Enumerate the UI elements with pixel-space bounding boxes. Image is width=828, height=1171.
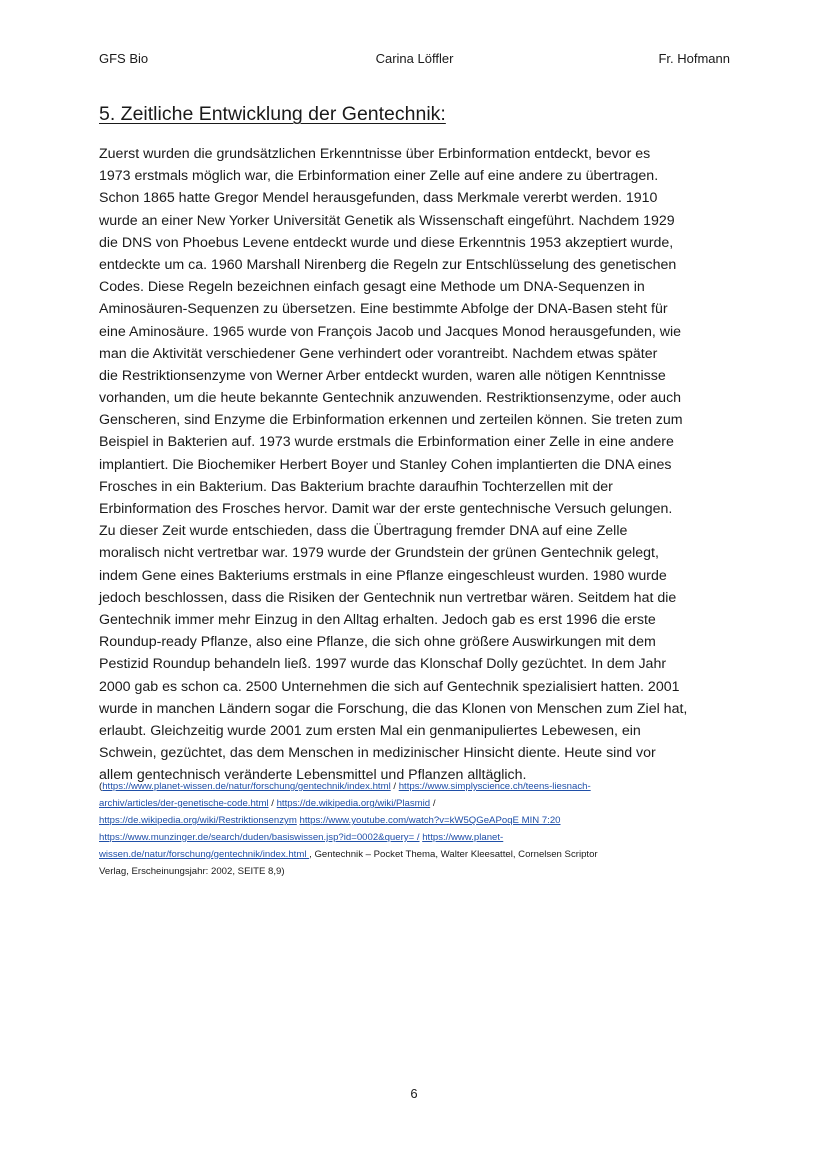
section-title: 5. Zeitliche Entwicklung der Gentechnik:	[99, 103, 446, 125]
reference-line	[99, 812, 739, 829]
reference-line	[99, 846, 739, 863]
body-line: die Restriktionsenzyme von Werner Arber entdeckt wurden, waren alle nötigen Kenntnisse	[99, 367, 666, 384]
header-teacher: Fr. Hofmann	[658, 51, 730, 66]
body-line: man die Aktivität verschiedener Gene verhindert oder vorantreibt. Nachdem etwas später	[99, 345, 658, 362]
reference-line	[99, 829, 739, 846]
reference-link-wikipedia-restriktionsenzym[interactable]: https://de.wikipedia.org/wiki/Restriktionsenzym	[99, 815, 297, 826]
body-line: wurde an einer New Yorker Universität Genetik als Wissenschaft eingeführt. Nachdem 1929	[99, 212, 675, 229]
reference-book-citation: , Gentechnik – Pocket Thema, Walter Kleesattel, Cornelsen Scriptor	[309, 849, 598, 860]
body-line: jedoch beschlossen, dass die Risiken der Gentechnik nun vertretbar wären. Seitdem hat die	[99, 589, 677, 606]
reference-link-simplyscience-cont[interactable]: archiv/articles/der-genetische-code.html	[99, 798, 269, 809]
body-line: wurde in manchen Ländern sogar die Forschung, die das Klonen von Menschen zum Ziel hat,	[99, 700, 688, 717]
body-line: 2000 gab es schon ca. 2500 Unternehmen die sich auf Gentechnik spezialisiert hatten. 2001	[99, 678, 680, 695]
reference-link-munzinger[interactable]: https://www.munzinger.de/search/duden/basiswissen.jsp?id=0002&query= /	[99, 832, 420, 843]
body-line: indem Gene eines Bakteriums erstmals in eine Pflanze eingeschleust wurden. 1980 wurde	[99, 567, 667, 584]
body-line: Schwein, gezüchtet, das dem Menschen in medizinischer Hinsicht diente. Heute sind vor	[99, 745, 656, 762]
reference-line	[99, 863, 739, 880]
body-line: Aminosäuren-Sequenzen zu übersetzen. Eine bestimmte Abfolge der DNA-Basen steht für	[99, 301, 668, 318]
page-number: 6	[410, 1086, 418, 1101]
body-line: Erbinformation des Frosches hervor. Damit war der erste gentechnische Versuch gelungen.	[99, 501, 673, 517]
body-line: Zu dieser Zeit wurde entschieden, dass die Übertragung fremder DNA auf eine Zelle	[99, 523, 628, 540]
body-line: Roundup-ready Pflanze, also eine Pflanze, die sich ohne größere Auswirkungen mit dem	[99, 634, 656, 651]
reference-line	[99, 778, 739, 795]
body-line: erlaubt. Gleichzeitig wurde 2001 zum ersten Mal ein genmanipuliertes Lebewesen, ein	[99, 722, 641, 739]
header-course: GFS Bio	[99, 51, 149, 66]
body-line: Frosches in ein Bakterium. Das Bakterium brachte daraufhin Tochterzellen mit der	[99, 478, 613, 495]
reference-link-planet-wissen[interactable]: https://www.planet-wissen.de/natur/forschung/gentechnik/index.html	[102, 781, 391, 792]
body-line: Codes. Diese Regeln bezeichnen einfach gesagt eine Methode um DNA-Sequenzen in	[99, 279, 645, 296]
reference-book-citation-cont: Verlag, Erscheinungsjahr: 2002, SEITE 8,9)	[99, 866, 285, 877]
body-line: eine Aminosäure. 1965 wurde von François Jacob und Jacques Monod herausgefunden, wie	[99, 323, 682, 340]
reference-link-simplyscience[interactable]: https://www.simplyscience.ch/teens-liesnach-	[398, 781, 591, 792]
body-line: die DNS von Phoebus Levene entdeckt wurde und diese Erkenntnis 1953 akzeptiert wurde,	[99, 234, 674, 251]
body-line: Genscheren, sind Enzyme die Erbinformation erkennen und zerteilen können. Sie treten zum	[99, 412, 683, 429]
references	[99, 778, 739, 880]
body-line: Schon 1865 hatte Gregor Mendel herausgefunden, dass Merkmale vererbt werden. 1910	[99, 190, 658, 207]
body-line: 1973 erstmals möglich war, die Erbinformation einer Zelle auf eine andere zu übertragen.	[99, 168, 659, 185]
body-line: Beispiel in Bakterien auf. 1973 wurde erstmals die Erbinformation einer Zelle in eine andere	[99, 434, 674, 451]
page-header	[99, 50, 730, 68]
header-author: Carina Löffler	[375, 51, 454, 66]
reference-open-paren: (	[99, 781, 103, 792]
reference-link-planet-wissen-2-cont[interactable]: wissen.de/natur/forschung/gentechnik/index.html	[99, 849, 310, 860]
reference-link-youtube[interactable]: https://www.youtube.com/watch?v=kW5QGeAPoqE MIN 7:20	[299, 815, 561, 826]
body-line: entdeckte um ca. 1960 Marshall Nirenberg die Regeln zur Entschlüsselung des genetischen	[99, 256, 677, 273]
reference-link-planet-wissen-2[interactable]: https://www.planet-	[422, 832, 504, 843]
body-line: vorhanden, um die heute bekannte Gentechnik anzuwenden. Restriktionsenzyme, oder auch	[99, 390, 682, 407]
body-line: Zuerst wurden die grundsätzlichen Erkenntnisse über Erbinformation entdeckt, bevor es	[99, 146, 651, 162]
reference-line	[99, 795, 739, 812]
body-line: Gentechnik immer mehr Einzug in den Alltag erhalten. Jedoch gab es erst 1996 die erste	[99, 611, 656, 628]
reference-separator: /	[430, 798, 436, 809]
body-line: implantiert. Die Biochemiker Herbert Boyer und Stanley Cohen implantierten die DNA eines	[99, 456, 672, 473]
body-line: Pestizid Roundup behandeln ließ. 1997 wurde das Klonschaf Dolly gezüchtet. In dem Jahr	[99, 656, 667, 673]
reference-link-wikipedia-plasmid[interactable]: https://de.wikipedia.org/wiki/Plasmid	[276, 798, 431, 809]
reference-separator: /	[390, 781, 399, 792]
body-line: moralisch nicht vertretbar war. 1979 wurde der Grundstein der grünen Gentechnik gelegt,	[99, 545, 659, 562]
body-line: allem gentechnisch veränderte Lebensmittel und Pflanzen alltäglich.	[99, 767, 527, 784]
reference-separator: /	[268, 798, 277, 809]
body-paragraph	[99, 143, 739, 786]
